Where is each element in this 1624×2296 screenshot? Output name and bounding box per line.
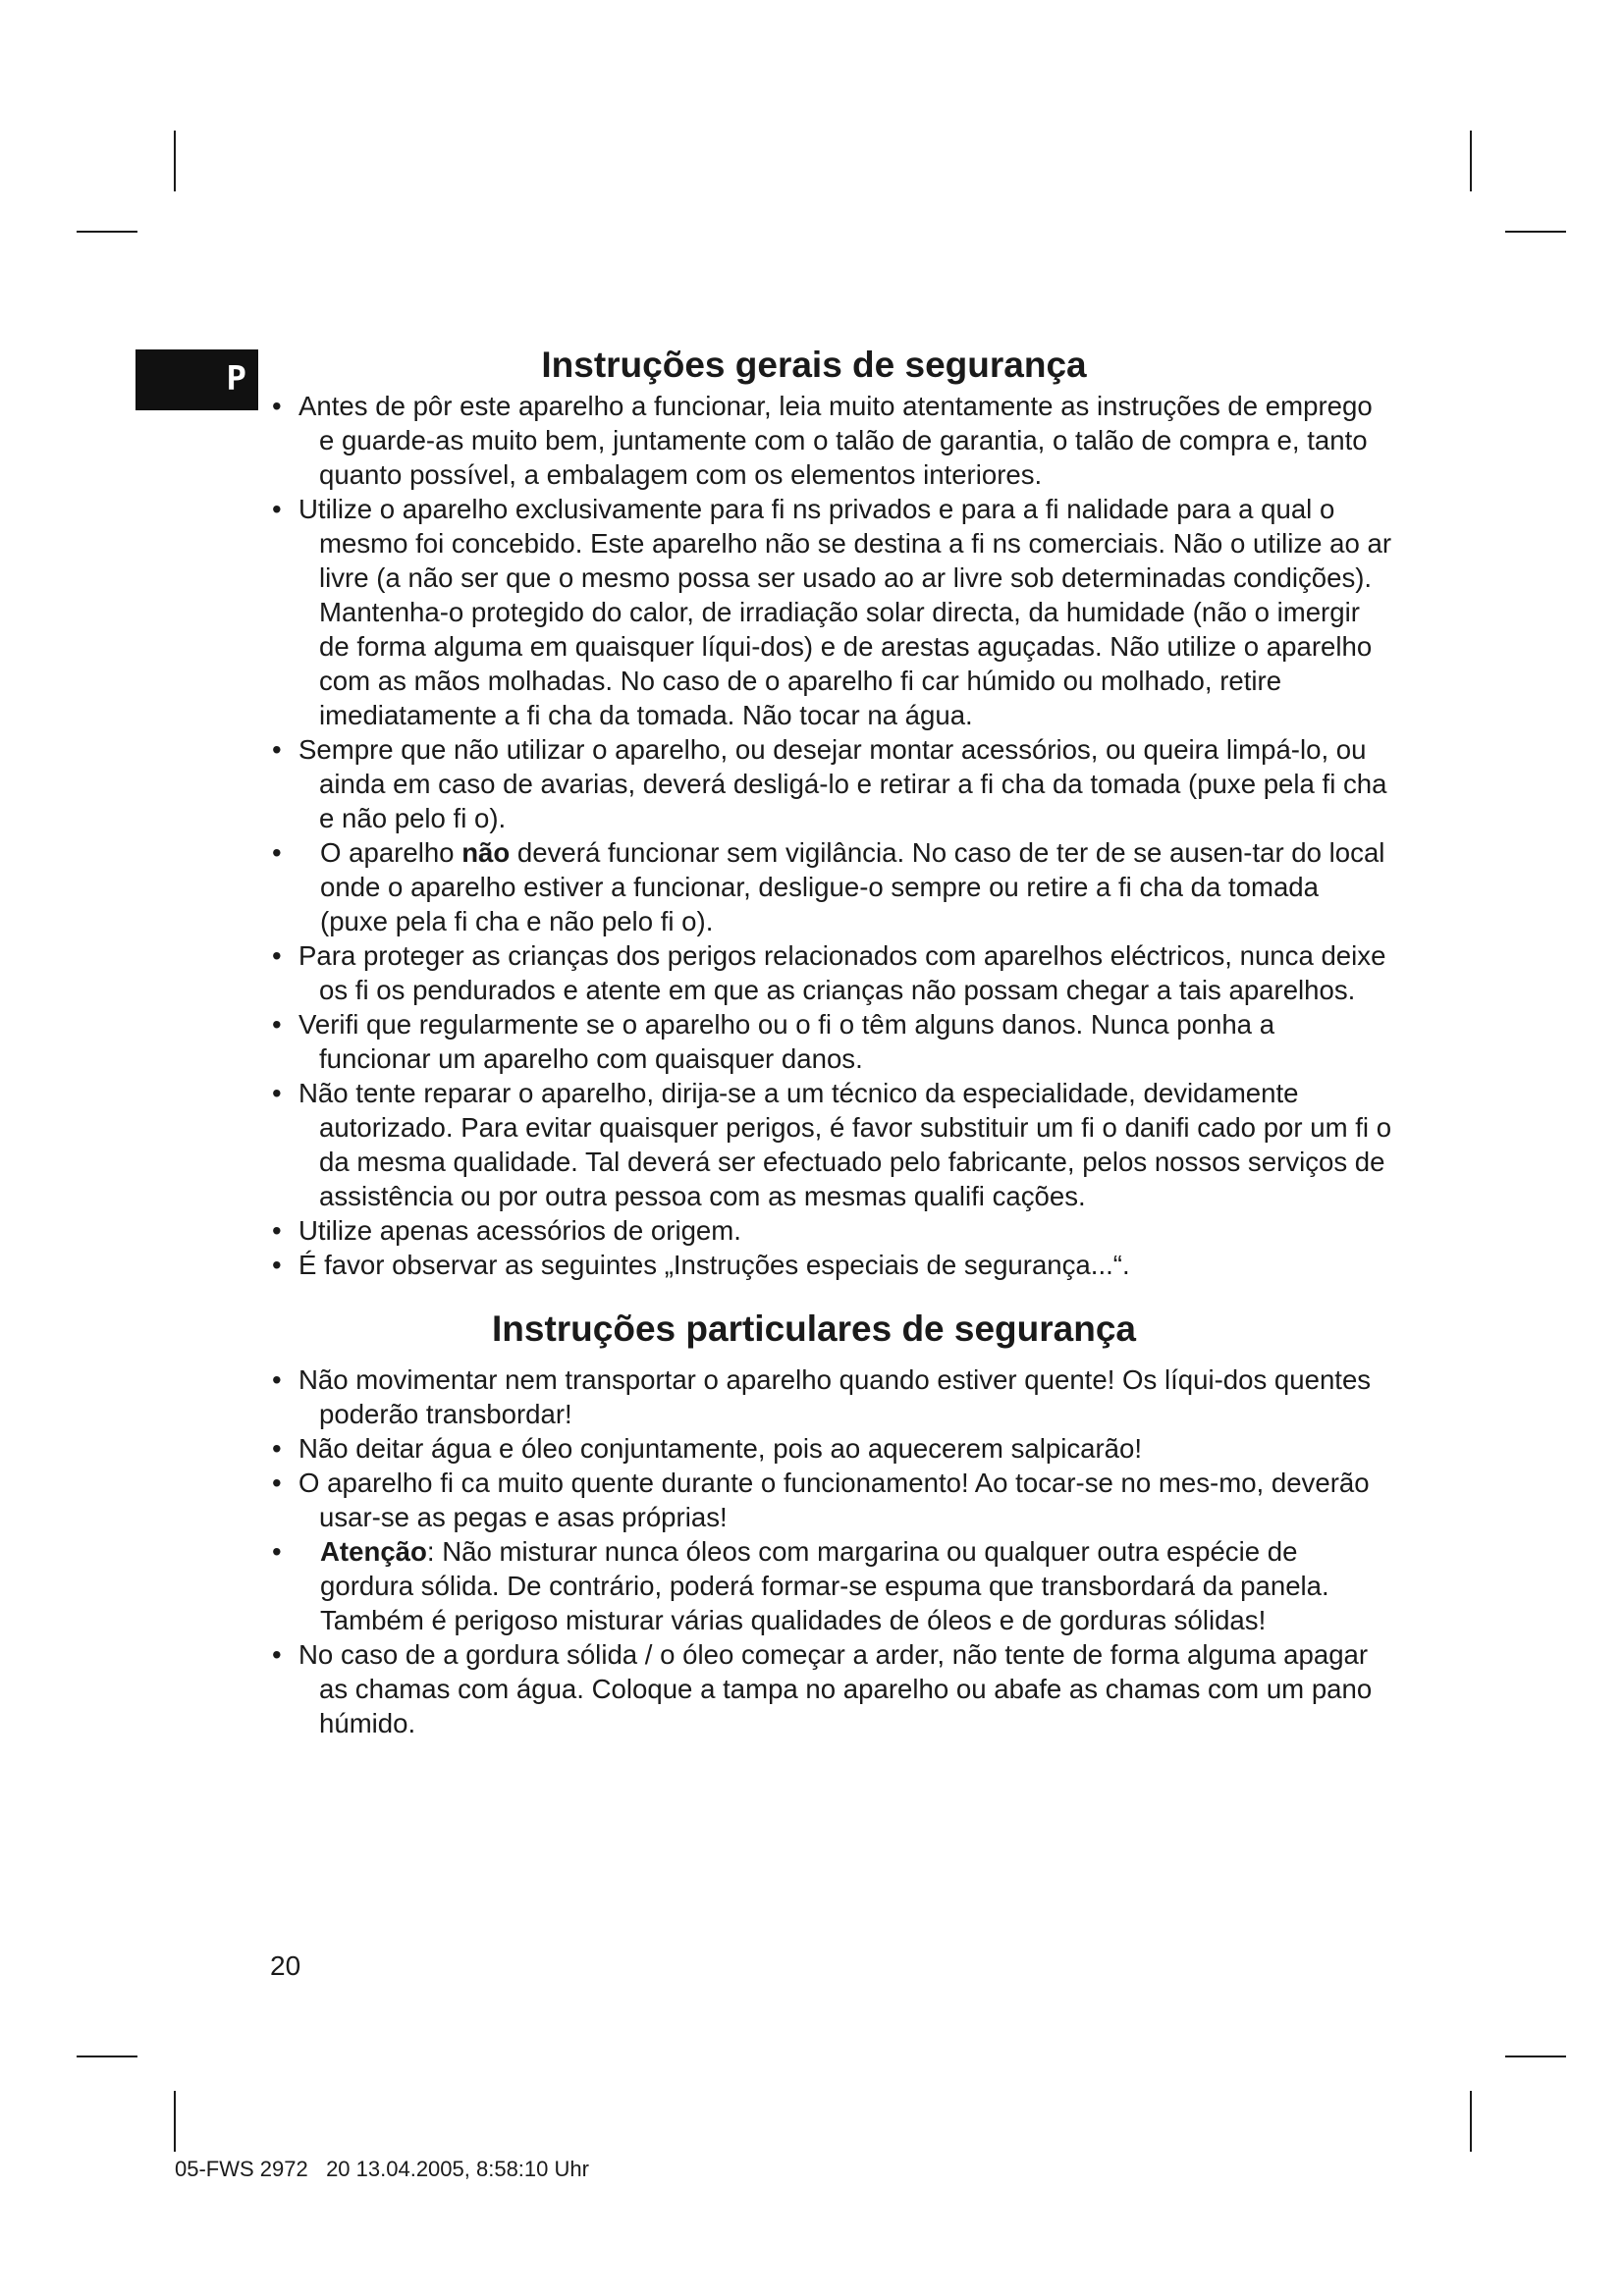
crop-mark-top-left-horizontal — [77, 231, 137, 233]
page-number: 20 — [270, 1950, 301, 1981]
list-item: • Atenção: Não misturar nunca óleos com margarina ou qualquer outra espécie de gordura sólida. De contrário, poderá formar-se espuma que transbordará da panela. Também é perigoso misturar várias qualidades de óleos e de gorduras sólidas! — [263, 1534, 1392, 1637]
language-tab-letter: P — [226, 359, 246, 399]
document-content — [263, 342, 1392, 1740]
print-file-info: 05-FWS 2972 20 13.04.2005, 8:58:10 Uhr — [175, 2157, 589, 2181]
list-item: • É favor observar as seguintes „Instruções especiais de segurança...“. — [263, 1248, 1392, 1282]
list-item: • No caso de a gordura sólida / o óleo começar a arder, não tente de forma alguma apagar as chamas com água. Coloque a tampa no aparelho ou abafe as chamas com um pano húmido. — [263, 1637, 1392, 1740]
crop-mark-top-right-vertical — [1470, 131, 1472, 191]
list-item: • Não tente reparar o aparelho, dirija-se a um técnico da especialidade, devidamente autorizado. Para evitar quaisquer perigos, é favor substituir um fi o danifi cado por um fi o da mesma qualidade. Tal deverá ser efectuado pelo fabricante, pelos nossos serviços de assistência ou por outra pessoa com as mesmas qualifi cações. — [263, 1076, 1392, 1213]
language-tab — [135, 349, 258, 410]
crop-mark-top-left-vertical — [174, 131, 176, 191]
list-item: • O aparelho fi ca muito quente durante o funcionamento! Ao tocar-se no mes-mo, deverão usar-se as pegas e asas próprias! — [263, 1466, 1392, 1534]
crop-mark-bottom-right-horizontal — [1505, 2056, 1566, 2057]
crop-mark-bottom-left-horizontal — [77, 2056, 137, 2057]
section-title-general-safety: Instruções gerais de segurança — [541, 345, 1087, 385]
crop-mark-bottom-left-vertical — [174, 2091, 176, 2152]
list-item: • Antes de pôr este aparelho a funcionar, leia muito atentamente as instruções de emprego e guarde-as muito bem, juntamente com o talão de garantia, o talão de compra e, tanto quanto possível, a embalagem com os elementos interiores. — [263, 389, 1392, 492]
list-item: • Verifi que regularmente se o aparelho ou o fi o têm alguns danos. Nunca ponha a funcionar um aparelho com quaisquer danos. — [263, 1007, 1392, 1076]
general-safety-list — [263, 389, 1392, 1282]
crop-mark-bottom-right-vertical — [1470, 2091, 1472, 2152]
list-item: • Sempre que não utilizar o aparelho, ou desejar montar acessórios, ou queira limpá-lo, ou ainda em caso de avarias, deverá desligá-lo e retirar a fi cha da tomada (puxe pela fi cha e não pelo fi o). — [263, 732, 1392, 835]
particular-safety-list — [263, 1362, 1392, 1740]
list-item: • Não deitar água e óleo conjuntamente, pois ao aquecerem salpicarão! — [263, 1431, 1392, 1466]
list-item: • Para proteger as crianças dos perigos relacionados com aparelhos eléctricos, nunca deixe os fi os pendurados e atente em que as crianças não possam chegar a tais aparelhos. — [263, 938, 1392, 1007]
emphasis-text: não — [461, 837, 511, 868]
crop-mark-top-right-horizontal — [1505, 231, 1566, 233]
list-item: • O aparelho não deverá funcionar sem vigilância. No caso de ter de se ausen-tar do local onde o aparelho estiver a funcionar, desligue-o sempre ou retire a fi cha da tomada (puxe pela fi cha e não pelo fi o). — [263, 835, 1392, 938]
emphasis-text: Atenção — [320, 1536, 427, 1567]
list-item: • Utilize apenas acessórios de origem. — [263, 1213, 1392, 1248]
list-item: • Utilize o aparelho exclusivamente para fi ns privados e para a fi nalidade para a qual o mesmo foi concebido. Este aparelho não se destina a fi ns comerciais. Não o utilize ao ar livre (a não ser que o mesmo possa ser usado ao ar livre sob determinadas condições). Mantenha-o protegido do calor, de irradiação solar directa, da humidade (não o imergir de forma alguma em quaisquer líqui-dos) e de arestas aguçadas. Não utilize o aparelho com as mãos molhadas. No caso de o aparelho fi car húmido ou molhado, retire imediatamente a fi cha da tomada. Não tocar na água. — [263, 492, 1392, 732]
section-title-particular-safety: Instruções particulares de segurança — [492, 1308, 1136, 1349]
list-item: • Não movimentar nem transportar o aparelho quando estiver quente! Os líqui-dos quentes poderão transbordar! — [263, 1362, 1392, 1431]
